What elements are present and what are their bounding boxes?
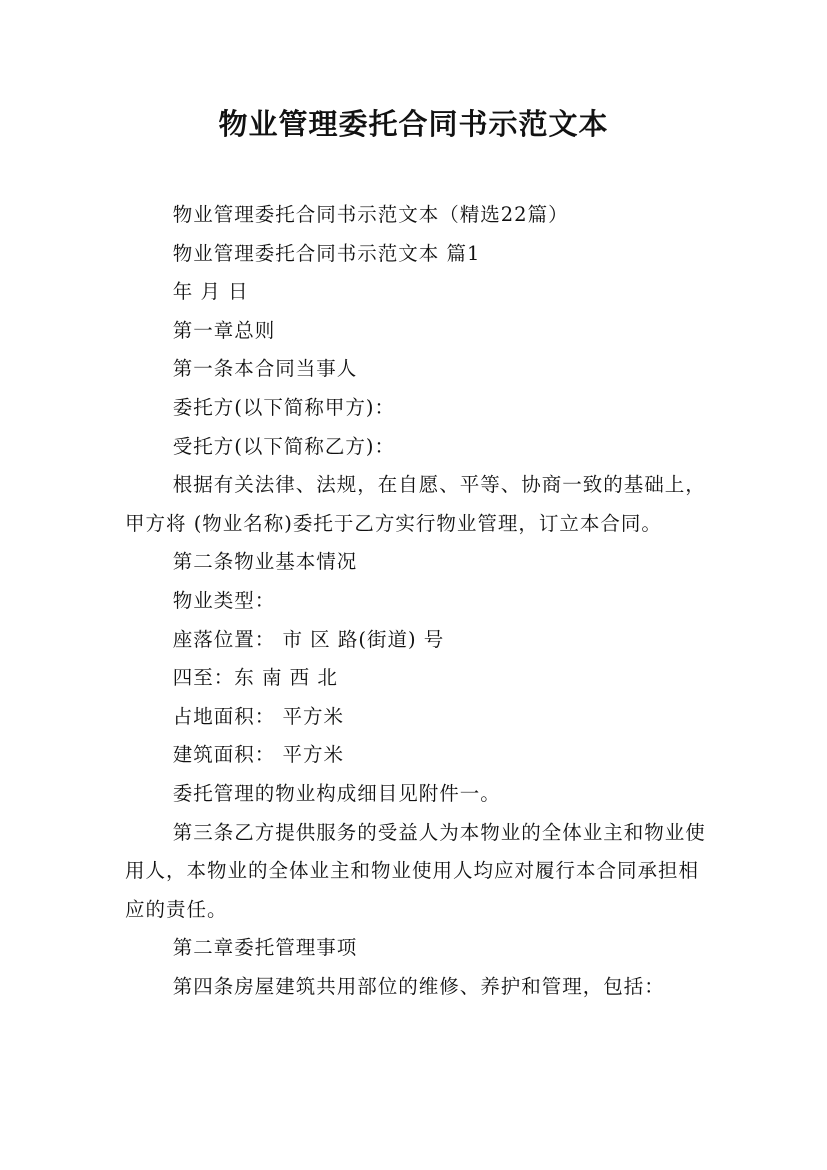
document-title: 物业管理委托合同书示范文本 (218, 107, 609, 141)
paragraph-article-3: 第三条乙方提供服务的受益人为本物业的全体业主和物业使用人，本物业的全体业主和物业使用人均应对履行本合同承担相应的责任。 (125, 820, 706, 921)
paragraph-subtitle: 物业管理委托合同书示范文本（精选22篇） (172, 203, 569, 226)
paragraph-preamble: 根据有关法律、法规，在自愿、平等、协商一致的基础上，甲方将 (物业名称)委托于乙方实行物业管理，订立本合同。 (125, 473, 706, 535)
paragraph-chapter-1: 第一章总则 (172, 318, 276, 342)
paragraph-date-line: 年 月 日 (172, 280, 249, 304)
paragraph-location: 座落位置： 市 区 路(街道) 号 (172, 627, 445, 651)
paragraph-property-details: 委托管理的物业构成细目见附件一。 (172, 781, 501, 805)
paragraph-party-b: 受托方(以下简称乙方)： (172, 434, 395, 458)
paragraph-article-2: 第二条物业基本情况 (172, 550, 358, 574)
paragraph-chapter-2: 第二章委托管理事项 (172, 936, 358, 960)
paragraph-article-4: 第四条房屋建筑共用部位的维修、养护和管理，包括： (172, 974, 665, 998)
paragraph-section-heading: 物业管理委托合同书示范文本 篇1 (172, 241, 481, 265)
paragraph-building-area: 建筑面积： 平方米 (172, 743, 344, 767)
paragraph-property-type: 物业类型： (172, 588, 276, 612)
paragraph-boundaries: 四至：东 南 西 北 (172, 666, 338, 690)
document-body (125, 196, 715, 1006)
paragraph-party-a: 委托方(以下简称甲方)： (172, 395, 395, 419)
paragraph-land-area: 占地面积： 平方米 (172, 704, 344, 728)
paragraph-article-1: 第一条本合同当事人 (172, 357, 358, 381)
